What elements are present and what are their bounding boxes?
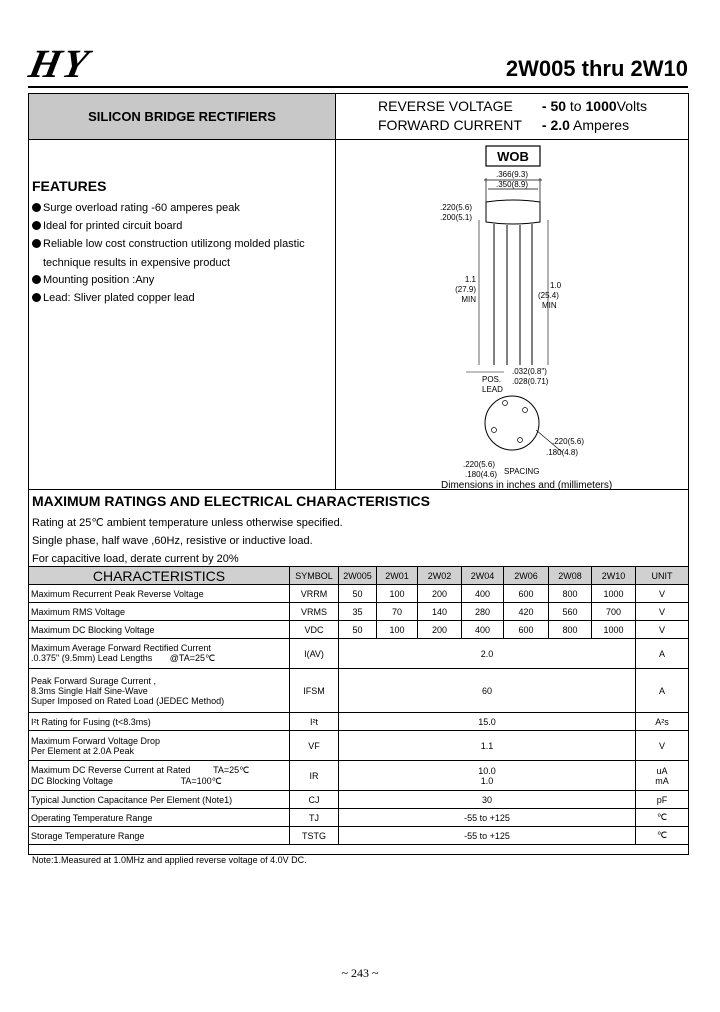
reverse-voltage-to: to — [569, 98, 582, 114]
table-cell — [636, 761, 689, 791]
cell-text: Maximum Average Forward Rectified Current — [31, 643, 211, 653]
table-cell: 1.1 — [339, 731, 636, 761]
forward-current-label: FORWARD CURRENT — [378, 117, 522, 133]
spacing-label: SPACING — [504, 467, 540, 476]
package-name: WOB — [497, 149, 529, 164]
dims-caption: Dimensions in inches and (millimeters) — [441, 480, 613, 489]
drawing-stroke — [518, 438, 523, 443]
features-title: FEATURES — [32, 178, 107, 194]
feature-item — [32, 271, 154, 289]
cell-text: 1.0 — [480, 775, 494, 786]
part-range-title: 2W005 thru 2W10 — [505, 56, 688, 81]
header-symbol: SYMBOL — [290, 567, 339, 585]
dim-lead-b-3: MIN — [542, 301, 557, 310]
table-cell: I²t Rating for Fusing (t<8.3ms) — [29, 713, 290, 731]
table-cell: 100 — [377, 585, 418, 603]
table-cell: 60 — [339, 669, 636, 713]
table-cell: Maximum DC Blocking Voltage — [29, 621, 290, 639]
table-cell: 800 — [549, 621, 592, 639]
cell-text — [31, 653, 287, 664]
table-row — [29, 809, 689, 827]
table-cell: A — [636, 669, 689, 713]
cell-text — [31, 765, 287, 776]
table-cell: VRRM — [290, 585, 339, 603]
table-cell: 50 — [339, 585, 377, 603]
table-row — [29, 731, 689, 761]
bullet-icon — [32, 221, 41, 230]
drawing-stroke — [485, 396, 539, 450]
dim-top-1: .366(9.3) — [495, 170, 529, 179]
dim-circ-2: .180(4.8) — [546, 448, 579, 457]
table-cell: Maximum RMS Voltage — [29, 603, 290, 621]
header-model: 2W10 — [592, 567, 636, 585]
table-row — [29, 585, 689, 603]
dim-spacing-1: .220(5.6) — [463, 460, 496, 469]
feature-item — [32, 199, 240, 217]
ifav-desc — [29, 639, 290, 669]
drawing-stroke — [523, 408, 528, 413]
cell-text: @TA=25℃ — [169, 653, 216, 663]
section-rule — [28, 489, 688, 490]
reverse-voltage-max: 1000 — [585, 98, 617, 114]
dim-lead-dia-2: .028(0.71) — [512, 377, 549, 386]
table-cell: pF — [636, 791, 689, 809]
dim-top-2: .350(8.9) — [495, 180, 529, 189]
table-cell: 400 — [462, 585, 504, 603]
header-model: 2W08 — [549, 567, 592, 585]
dim-body-2: .200(5.1) — [440, 213, 473, 222]
cell-text: .0.375" (9.5mm) Lead Lengths — [31, 653, 153, 663]
cell-text: Reliable low cost construction utilizong molded plastic — [43, 238, 305, 250]
characteristics-table — [28, 566, 689, 845]
reverse-voltage-label: REVERSE VOLTAGE — [378, 98, 513, 114]
cell-text: Ideal for printed circuit board — [43, 220, 183, 232]
pos-lead-2: LEAD — [482, 385, 503, 394]
cell-text: Maximum DC Reverse Current at Rated — [31, 764, 191, 775]
page-number: ~ 243 ~ — [341, 966, 379, 980]
feature-item — [32, 217, 182, 235]
cell-text: Super Imposed on Rated Load (JEDEC Method) — [31, 695, 225, 706]
ratings-title: MAXIMUM RATINGS AND ELECTRICAL CHARACTERISTICS — [32, 493, 430, 509]
table-cell: A²s — [636, 713, 689, 731]
cell-text: mA — [655, 775, 669, 786]
feature-item-continued: technique results in expensive product — [43, 257, 231, 269]
table-cell: V — [636, 603, 689, 621]
table-cell: Maximum Recurrent Peak Reverse Voltage — [29, 585, 290, 603]
cell-text: Lead: Sliver plated copper lead — [43, 292, 195, 304]
dim-lead-a-3: MIN — [461, 295, 476, 304]
bullet-icon — [32, 203, 41, 212]
header-model: 2W06 — [504, 567, 549, 585]
forward-current-value: 2.0 — [550, 117, 570, 133]
table-cell: V — [636, 621, 689, 639]
drawing-stroke — [492, 428, 497, 433]
table-cell — [29, 731, 290, 761]
table-cell: A — [636, 639, 689, 669]
table-row — [29, 639, 689, 669]
table-cell: 400 — [462, 621, 504, 639]
table-cell: 2.0 — [339, 639, 636, 669]
drawing-stroke — [503, 401, 508, 406]
bullet-icon — [32, 275, 41, 284]
forward-current-spec — [378, 117, 629, 133]
dim-lead-a-1: 1.1 — [464, 275, 476, 284]
table-cell: 1000 — [592, 621, 636, 639]
bullet-icon — [32, 293, 41, 302]
table-cell — [29, 761, 290, 791]
table-cell: 1000 — [592, 585, 636, 603]
drawing-stroke — [486, 200, 540, 224]
rating-note: Rating at 25℃ ambient temperature unless otherwise specified. — [32, 517, 343, 529]
dim-lead-a-2: (27.9) — [455, 285, 476, 294]
reverse-voltage-dash: - — [541, 98, 547, 114]
brand-logo: HY — [25, 41, 95, 86]
dim-lead-b-2: (25.4) — [538, 291, 559, 300]
footnote: Note:1.Measured at 1.0MHz and applied reverse voltage of 4.0V DC. — [32, 855, 307, 865]
table-row — [29, 669, 689, 713]
feature-item — [32, 289, 195, 307]
table-cell: 800 — [549, 585, 592, 603]
table-cell: 600 — [504, 621, 549, 639]
cell-text: Per Element at 2.0A Peak — [31, 745, 135, 756]
table-cell: Typical Junction Capacitance Per Element (Note1) — [29, 791, 290, 809]
table-cell: TJ — [290, 809, 339, 827]
table-row — [29, 713, 689, 731]
rating-note: Single phase, half wave ,60Hz, resistive or inductive load. — [32, 535, 313, 547]
table-cell: 420 — [504, 603, 549, 621]
table-cell: ℃ — [636, 809, 689, 827]
forward-current-unit: Amperes — [573, 117, 630, 133]
table-cell: VRMS — [290, 603, 339, 621]
table-cell: ℃ — [636, 827, 689, 845]
cell-text: uA — [656, 765, 668, 776]
category-title: SILICON BRIDGE RECTIFIERS — [88, 109, 276, 124]
table-cell: 30 — [339, 791, 636, 809]
forward-current-dash: - — [541, 117, 547, 133]
table-cell: 600 — [504, 585, 549, 603]
rating-note: For capacitive load, derate current by 20% — [32, 553, 239, 565]
table-cell: VDC — [290, 621, 339, 639]
table-cell: Operating Temperature Range — [29, 809, 290, 827]
dim-lead-b-1: 1.0 — [550, 281, 562, 290]
cell-text: Surge overload rating -60 amperes peak — [43, 202, 240, 214]
dim-body-1: .220(5.6) — [440, 203, 473, 212]
table-row — [29, 791, 689, 809]
feature-item — [32, 235, 305, 253]
table-header-row — [29, 567, 689, 585]
table-cell: 140 — [418, 603, 462, 621]
table-cell: 15.0 — [339, 713, 636, 731]
cell-text: TA=25℃ — [213, 764, 250, 775]
header-model: 2W02 — [418, 567, 462, 585]
table-cell — [339, 761, 636, 791]
table-cell: 280 — [462, 603, 504, 621]
header-model: 2W01 — [377, 567, 418, 585]
header-unit: UNIT — [636, 567, 689, 585]
table-cell: Storage Temperature Range — [29, 827, 290, 845]
cell-text: DC Blocking Voltage — [31, 775, 114, 786]
table-cell: 35 — [339, 603, 377, 621]
table-cell: CJ — [290, 791, 339, 809]
package-outline-drawing — [336, 140, 686, 489]
bullet-icon — [32, 239, 41, 248]
table-cell: -55 to +125 — [339, 809, 636, 827]
cell-text: 8.3ms Single Half Sine-Wave — [31, 685, 148, 696]
table-cell: I²t — [290, 713, 339, 731]
header-rule — [28, 86, 688, 88]
table-cell: 200 — [418, 621, 462, 639]
table-cell: 200 — [418, 585, 462, 603]
header-model: 2W005 — [339, 567, 377, 585]
dim-spacing-2: .180(4.6) — [465, 470, 498, 479]
cell-text: Mounting position :Any — [43, 274, 155, 286]
reverse-voltage-spec — [378, 98, 647, 114]
header-model: 2W04 — [462, 567, 504, 585]
dim-circ-1: .220(5.6) — [552, 437, 585, 446]
table-row — [29, 761, 689, 791]
cell-text: Peak Forward Surage Current , — [31, 675, 157, 686]
table-cell: IR — [290, 761, 339, 791]
reverse-voltage-unit: Volts — [616, 98, 648, 114]
table-cell: 100 — [377, 621, 418, 639]
table-cell: V — [636, 731, 689, 761]
table-cell: VF — [290, 731, 339, 761]
table-cell: -55 to +125 — [339, 827, 636, 845]
header-characteristics: CHARACTERISTICS — [29, 567, 290, 585]
table-cell: 700 — [592, 603, 636, 621]
cell-text — [31, 776, 287, 787]
pos-lead-1: POS. — [482, 375, 502, 384]
table-cell: 50 — [339, 621, 377, 639]
table-cell: V — [636, 585, 689, 603]
reverse-voltage-min: 50 — [550, 98, 567, 114]
cell-text: TA=100℃ — [180, 775, 222, 786]
table-row — [29, 827, 689, 845]
table-cell: I(AV) — [290, 639, 339, 669]
table-row — [29, 621, 689, 639]
ifsm-desc — [29, 669, 290, 713]
table-cell: 70 — [377, 603, 418, 621]
table-cell: TSTG — [290, 827, 339, 845]
table-cell: 560 — [549, 603, 592, 621]
table-row — [29, 603, 689, 621]
table-cell: IFSM — [290, 669, 339, 713]
cell-text: Maximum Forward Voltage Drop — [31, 735, 161, 746]
dim-lead-dia-1: .032(0.8") — [512, 367, 547, 376]
cell-text: 10.0 — [478, 765, 496, 776]
